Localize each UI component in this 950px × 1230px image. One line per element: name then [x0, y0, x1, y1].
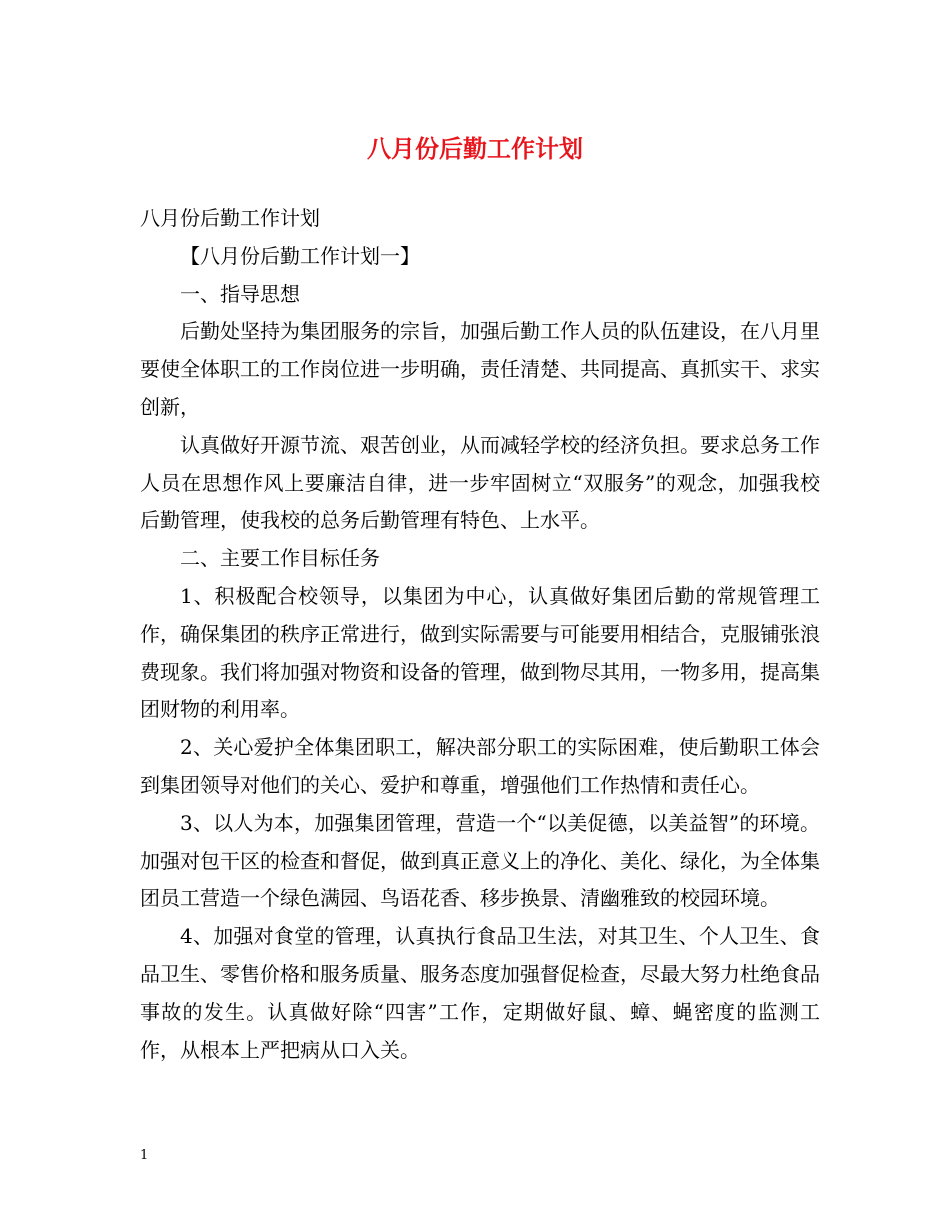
page-number: 1	[140, 1148, 149, 1163]
body-paragraph: 4、加强对食堂的管理，认真执行食品卫生法，对其卫生、个人卫生、食品卫生、零售价格和服务质量、服务态度加强督促检查，尽最大努力杜绝食品事故的发生。认真做好除“四害”工作，定期做好鼠、蟑、蝇密度的监测工作，从根本上严把病从口入关。	[140, 924, 820, 1062]
section-heading-main-tasks: 二、主要工作目标任务	[180, 546, 380, 571]
body-paragraph: 认真做好开源节流、艰苦创业，从而减轻学校的经济负担。要求总务工作人员在思想作风上要廉洁自律，进一步牢固树立“双服务”的观念，加强我校后勤管理，使我校的总务后勤管理有特色、上水平。	[140, 432, 820, 533]
body-paragraph: 3、以人为本，加强集团管理，营造一个“以美促德，以美益智”的环境。加强对包干区的检查和督促，做到真正意义上的净化、美化、绿化，为全体集团员工营造一个绿色满园、鸟语花香、移步换景、清幽雅致的校园环境。	[140, 810, 820, 911]
document-body	[140, 200, 820, 1069]
body-paragraph: 2、关心爱护全体集团职工，解决部分职工的实际困难，使后勤职工体会到集团领导对他们的关心、爱护和尊重，增强他们工作热情和责任心。	[140, 735, 820, 797]
section-heading-bracket: 【八月份后勤工作计划一】	[180, 243, 420, 268]
body-paragraph: 后勤处坚持为集团服务的宗旨，加强后勤工作人员的队伍建设，在八月里要使全体职工的工作岗位进一步明确，责任清楚、共同提高、真抓实干、求实创新，	[140, 319, 820, 419]
document-title: 八月份后勤工作计划	[367, 134, 583, 163]
subtitle-paragraph: 八月份后勤工作计划	[140, 206, 320, 230]
section-heading-guiding-ideology: 一、指导思想	[180, 281, 300, 306]
body-paragraph: 1、积极配合校领导，以集团为中心，认真做好集团后勤的常规管理工作，确保集团的秩序正常进行，做到实际需要与可能要用相结合，克服铺张浪费现象。我们将加强对物资和设备的管理，做到物尽其用，一物多用，提高集团财物的利用率。	[140, 583, 820, 722]
